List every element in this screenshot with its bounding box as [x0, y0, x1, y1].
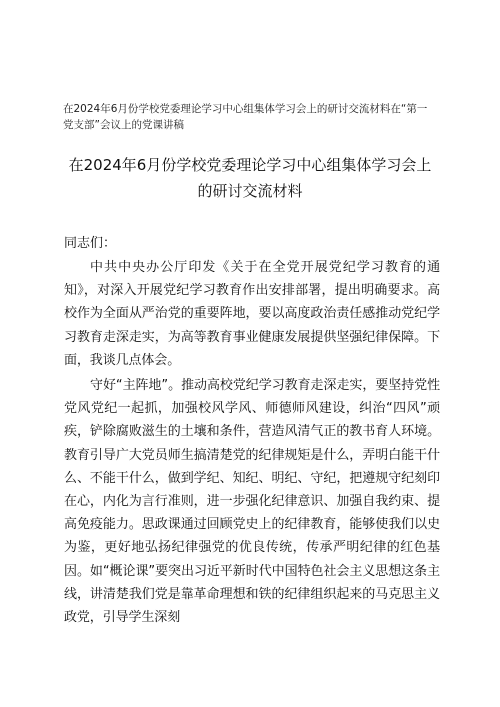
header-note: 在2024年6月份学校党委理论学习中心组集体学习会上的研讨交流材料在“第一党支部”会议上的党课讲稿	[63, 103, 428, 131]
document-title-line1: 在2024年6月份学校党委理论学习中心组集体学习会上	[68, 156, 432, 174]
body-paragraph-2: 守好“主阵地”。推动高校党纪学习教育走深走实，要坚持党性党风党纪一起抓，加强校风学风、师德师风建设，纠治“四风”顽疾，铲除腐败滋生的土壤和条件，营造风清气正的教书育人环境。教育引导广大党员师生搞清楚党的纪律规矩是什么，弄明白能干什么、不能干什么，做到学纪、知纪、明纪、守纪，把遵规守纪刻印在心，内化为言行准则，进一步强化纪律意识、加强自我约束、提高免疫能力。思政课通过回顾党史上的纪律教育，能够使我们以史为鉴，更好地弘扬纪律强党的优良传统，传承严明纪律的红色基因。如“概论课”要突出习近平新时代中国特色社会主义思想这条主线，讲清楚我们党是靠革命理想和铁的纪律组织起来的马克思主义政党，引导学生深刻	[64, 378, 440, 626]
document-body	[64, 256, 440, 631]
document-title-line2: 的研讨交流材料	[197, 182, 303, 200]
document-title	[40, 152, 460, 204]
body-paragraph-1: 中共中央办公厅印发《关于在全党开展党纪学习教育的通知》，对深入开展党纪学习教育作出安排部署，提出明确要求。高校作为全面从严治党的重要阵地，要以高度政治责任感推动党纪学习教育走深走实，为高等教育事业健康发展提供坚强纪律保障。下面，我谈几点体会。	[64, 260, 440, 368]
salutation: 同志们：	[64, 236, 117, 251]
